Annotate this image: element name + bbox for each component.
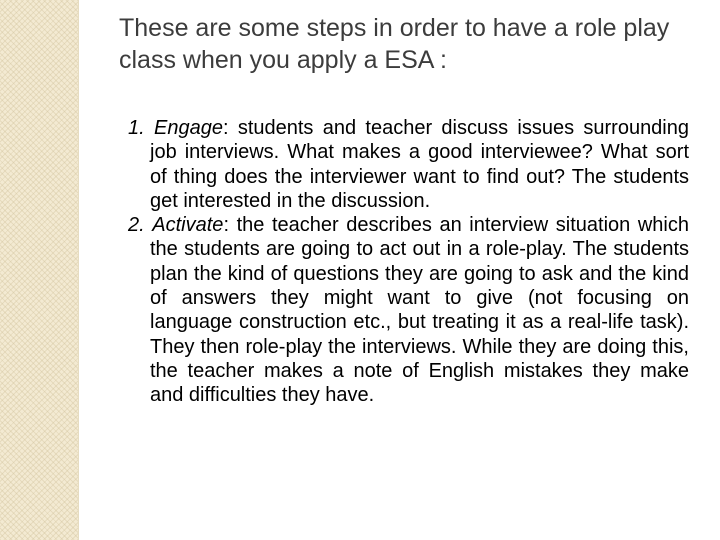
step-description: : students and teacher discuss issues surrounding job interviews. What makes a good interviewee? What sort of thing does the interviewer want to find out? The students get interested in the discussion. [150,117,689,212]
slide-title [119,12,709,76]
steps-list [128,116,689,408]
step-engage [128,116,689,213]
step-number: 1. [128,117,145,139]
decorative-side-band [0,0,79,540]
slide-title-colon: : [433,46,447,74]
step-activate [128,213,689,407]
step-term: Engage [154,117,223,139]
step-number: 2. [128,214,145,237]
slide-title-text: These are some steps in order to have a role play class when you apply a ESA [119,14,670,74]
step-term: Activate [152,214,224,237]
step-description: : the teacher describes an interview situation which the students are going to act out in a role-play. The students plan the kind of questions they are going to ask and the kind of answers they might want to give (not focusing on language construction etc., but treating it as a real-life task). They then role-play the interviews. While they are doing this, the teacher makes a note of English mistakes they make and difficulties they have. [150,214,689,407]
